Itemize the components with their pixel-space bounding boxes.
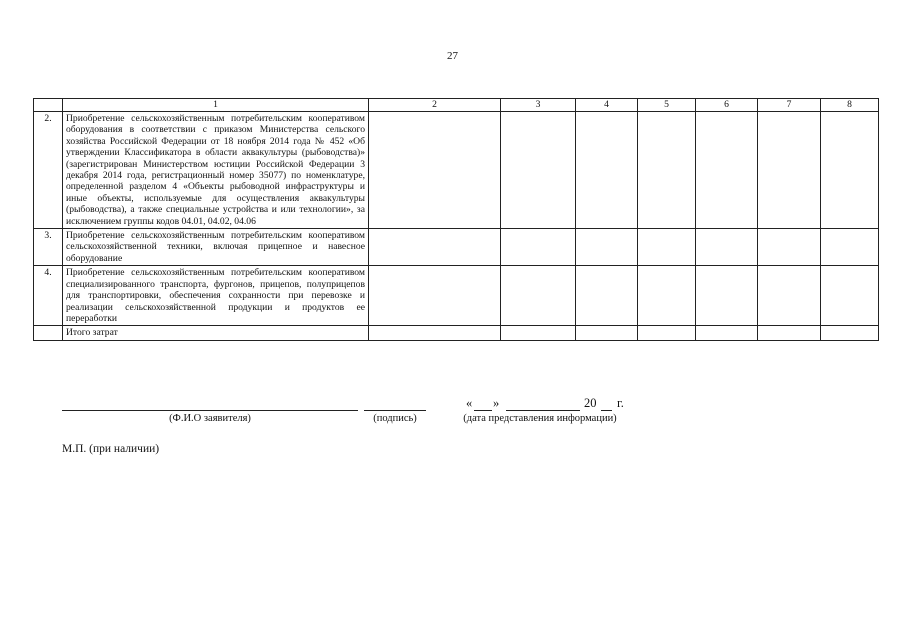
row-number: 4. [34, 266, 63, 326]
data-cell[interactable] [696, 326, 758, 340]
date-year-prefix: 20 [584, 396, 597, 410]
date-open-quote: « [466, 396, 473, 410]
data-cell[interactable] [758, 229, 821, 266]
data-cell[interactable] [576, 112, 638, 229]
date-day-line[interactable] [474, 410, 492, 411]
data-cell[interactable] [821, 112, 879, 229]
row-description: Приобретение сельскохозяйственным потребительским кооперативом специализированного транспорта, фургонов, прицепов, полуприцепов для транспортировки, обеспечения сохранности при перевозке и реализации сельскохозяйственной продукции и продуктов ее переработки [63, 266, 369, 326]
data-cell[interactable] [369, 326, 501, 340]
data-cell[interactable] [576, 229, 638, 266]
table-row [34, 266, 879, 326]
table-row [34, 112, 879, 229]
data-cell[interactable] [369, 112, 501, 229]
data-cell[interactable] [696, 266, 758, 326]
header-cell-8: 8 [821, 99, 879, 112]
data-cell[interactable] [576, 326, 638, 340]
data-cell[interactable] [501, 326, 576, 340]
header-cell-4: 4 [576, 99, 638, 112]
data-cell[interactable] [638, 229, 696, 266]
total-label: Итого затрат [63, 326, 369, 340]
header-cell-1: 1 [63, 99, 369, 112]
data-cell[interactable] [758, 326, 821, 340]
header-cell-num [34, 99, 63, 112]
header-cell-6: 6 [696, 99, 758, 112]
data-cell[interactable] [758, 266, 821, 326]
data-cell[interactable] [638, 266, 696, 326]
table-total-row [34, 326, 879, 340]
fio-line[interactable] [62, 410, 358, 411]
data-cell[interactable] [501, 229, 576, 266]
header-cell-7: 7 [758, 99, 821, 112]
table-header-row [34, 99, 879, 112]
row-number [34, 326, 63, 340]
page-number: 27 [447, 50, 458, 62]
data-cell[interactable] [821, 326, 879, 340]
row-number: 3. [34, 229, 63, 266]
row-number: 2. [34, 112, 63, 229]
signature-label: (подпись) [373, 413, 417, 424]
table-row [34, 229, 879, 266]
date-month-line[interactable] [506, 410, 580, 411]
data-cell[interactable] [369, 229, 501, 266]
header-cell-2: 2 [369, 99, 501, 112]
data-cell[interactable] [638, 326, 696, 340]
header-cell-3: 3 [501, 99, 576, 112]
date-label: (дата представления информации) [463, 413, 617, 424]
date-year-suffix: г. [617, 396, 624, 410]
data-cell[interactable] [638, 112, 696, 229]
data-cell[interactable] [696, 112, 758, 229]
data-cell[interactable] [696, 229, 758, 266]
date-year-line[interactable] [601, 410, 612, 411]
date-close-quote: » [493, 396, 500, 410]
data-cell[interactable] [821, 229, 879, 266]
row-description: Приобретение сельскохозяйственным потребительским кооперативом сельскохозяйственной техники, включая прицепное и навесное оборудование [63, 229, 369, 266]
data-cell[interactable] [758, 112, 821, 229]
data-cell[interactable] [821, 266, 879, 326]
costs-table [33, 98, 879, 341]
data-cell[interactable] [576, 266, 638, 326]
signature-block [0, 396, 905, 436]
row-description: Приобретение сельскохозяйственным потребительским кооперативом оборудования в соответствии с приказом Министерства сельского хозяйства Российской Федерации от 18 ноября 2014 года № 452 «Об утверждении Классификатора в области аквакультуры (рыбоводства)» (зарегистрирован Министерством юстиции Российской Федерации 3 декабря 2014 года, регистрационный номер 35077) по номенклатуре, определенной разделом 4 «Объекты рыбоводной инфраструктуры и иные объекты, используемые для осуществления аквакультуры (рыбоводства), а также специальные устройства и или технологии», за исключением группы кодов 04.01, 04.02, 04.06 [63, 112, 369, 229]
signature-line[interactable] [364, 410, 426, 411]
data-cell[interactable] [501, 266, 576, 326]
fio-label: (Ф.И.О заявителя) [169, 413, 251, 424]
data-cell[interactable] [369, 266, 501, 326]
stamp-note: М.П. (при наличии) [62, 443, 160, 455]
header-cell-5: 5 [638, 99, 696, 112]
data-cell[interactable] [501, 112, 576, 229]
